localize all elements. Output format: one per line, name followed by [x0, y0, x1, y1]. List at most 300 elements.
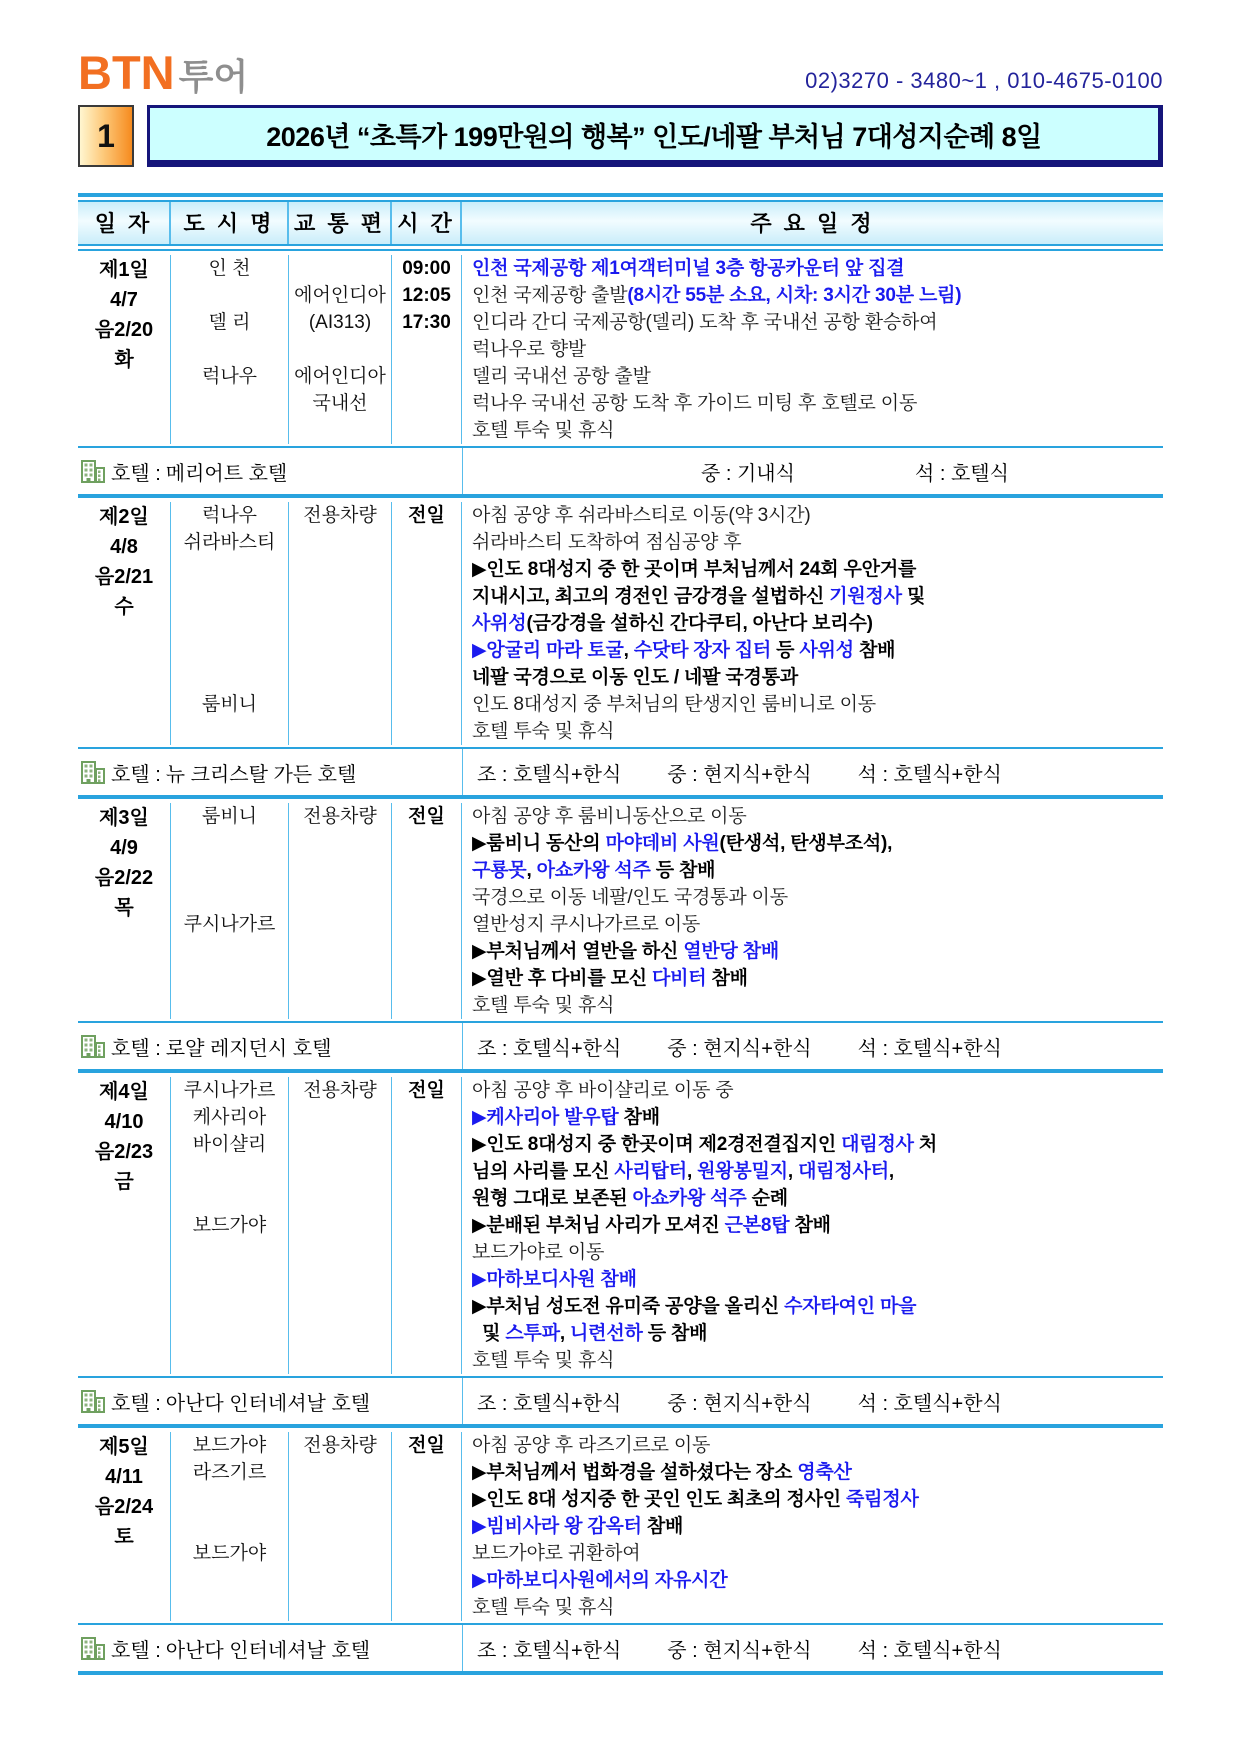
city-line [171, 1239, 288, 1266]
time-line [392, 336, 461, 363]
transport-line: 에어인디아 [294, 285, 386, 306]
text-segment: 영축산 [797, 1462, 852, 1483]
text-segment: 다비터 [651, 968, 707, 989]
city-line [171, 1486, 288, 1513]
schedule-line [462, 282, 1163, 309]
transport-line [289, 1185, 391, 1212]
date-line: 제2일 [99, 506, 149, 528]
hotel-info [78, 448, 462, 494]
transport-line: 국내선 [312, 393, 368, 414]
schedule-line [462, 664, 1163, 691]
transport-line: (AI313) [308, 312, 372, 333]
hotel-building-icon [80, 1635, 106, 1661]
city-cell [171, 1432, 289, 1621]
transport-line [289, 938, 391, 965]
time-line: 전일 [408, 1080, 445, 1101]
city-line [171, 1594, 288, 1621]
transport-line [289, 529, 391, 556]
city-line [171, 390, 288, 417]
hotel-building-icon [80, 1388, 106, 1414]
text-segment: ▶부처님 성도전 유미죽 공양을 올리신 [472, 1296, 785, 1317]
city-line [171, 1266, 288, 1293]
transport-line [289, 1594, 391, 1621]
city-line: 라즈기르 [192, 1462, 267, 1483]
text-segment: , [526, 860, 537, 881]
date-line: 토 [114, 1526, 134, 1548]
city-line [171, 1347, 288, 1374]
city-line: 케사리아 [192, 1107, 267, 1128]
time-line: 전일 [408, 806, 445, 827]
text-segment: 인천 국제공항 출발 [472, 285, 628, 306]
transport-line [289, 1459, 391, 1486]
city-line: 쉬라바스티 [183, 532, 276, 553]
text-segment: 아침 공양 후 룸비니동산으로 이동 [472, 806, 747, 827]
hotel-name: 메리어트 호텔 [165, 462, 288, 485]
time-line [392, 1104, 461, 1131]
date-line: 제1일 [99, 259, 149, 281]
schedule-line [462, 1567, 1163, 1594]
text-segment: 아침 공양 후 라즈기르로 이동 [472, 1435, 711, 1456]
text-segment: 참배 [618, 1107, 660, 1128]
hotel-name: 아난다 인터네셔날 호텔 [165, 1392, 371, 1415]
city-line [171, 884, 288, 911]
text-segment: , [559, 1323, 571, 1344]
schedule-line [462, 1320, 1163, 1347]
schedule-line [462, 1104, 1163, 1131]
date-cell [78, 1432, 171, 1621]
time-line [392, 857, 461, 884]
schedule-line [462, 1212, 1163, 1239]
time-line [392, 363, 461, 390]
time-line [392, 911, 461, 938]
meal-item: 조 : 호텔식+한식 [477, 1037, 622, 1060]
text-segment: 수자타여인 마을 [784, 1296, 917, 1317]
transport-cell [289, 1432, 392, 1621]
schedule-line [462, 857, 1163, 884]
time-cell [392, 502, 462, 745]
city-line [171, 1185, 288, 1212]
city-line: 보드가야 [192, 1435, 267, 1456]
meal-info [462, 448, 1163, 494]
time-cell [392, 255, 462, 444]
schedule-line [462, 1266, 1163, 1293]
schedule-cell [462, 255, 1163, 444]
transport-line: 전용차량 [303, 505, 377, 526]
text-segment: ▶부처님께서 열반을 하신 [472, 941, 684, 962]
schedule-line [462, 911, 1163, 938]
transport-line [289, 1158, 391, 1185]
city-line [171, 1158, 288, 1185]
transport-line [289, 610, 391, 637]
meal-info [462, 1625, 1163, 1671]
hotel-info [78, 1625, 462, 1671]
transport-line [289, 1513, 391, 1540]
city-line [171, 992, 288, 1019]
schedule-line [462, 1239, 1163, 1266]
schedule-line [462, 1513, 1163, 1540]
transport-line [289, 857, 391, 884]
meal-item: 석 : 호텔식+한식 [857, 763, 1002, 786]
hotel-label: 호텔 : [111, 462, 161, 485]
time-line [392, 1131, 461, 1158]
transport-cell [289, 255, 392, 444]
time-line [392, 1266, 461, 1293]
time-line [392, 390, 461, 417]
schedule-line [462, 1594, 1163, 1621]
time-line [392, 1513, 461, 1540]
text-segment: , [888, 1161, 894, 1182]
time-cell [392, 1077, 462, 1374]
text-segment: 아침 공양 후 바이샬리로 이동 중 [472, 1080, 734, 1101]
date-line: 제5일 [99, 1436, 149, 1458]
city-line [171, 664, 288, 691]
text-segment: 네팔 국경으로 이동 인도 / 네팔 국경통과 [472, 667, 799, 688]
logo-btn-text: BTN [78, 46, 175, 99]
meal-item: 석 : 호텔식+한식 [857, 1392, 1002, 1415]
city-cell [171, 255, 289, 444]
hotel-label: 호텔 : [111, 763, 161, 786]
text-segment: 사리탑터 [614, 1161, 687, 1182]
text-segment: 사위성 [799, 640, 854, 661]
city-line: 보드가야 [192, 1543, 267, 1564]
hotel-name: 뉴 크리스탈 가든 호텔 [165, 763, 357, 786]
hotel-row-2 [78, 749, 1163, 795]
section-bottom-rule [78, 1671, 1163, 1675]
text-segment: 참배 [853, 640, 896, 661]
time-line [392, 529, 461, 556]
text-segment: 참배 [641, 1516, 684, 1537]
time-line [392, 556, 461, 583]
date-line: 음2/20 [94, 319, 154, 341]
transport-line [289, 830, 391, 857]
time-line [392, 1293, 461, 1320]
time-line: 전일 [408, 505, 445, 526]
text-segment: 대림정사 [841, 1134, 914, 1155]
transport-line [289, 884, 391, 911]
time-line [392, 664, 461, 691]
city-line [171, 830, 288, 857]
text-segment: 인디라 간디 국제공항(델리) 도착 후 국내선 공항 환승하여 [472, 312, 938, 333]
table-header-row [78, 202, 1163, 244]
transport-line [289, 664, 391, 691]
date-line: 음2/22 [94, 867, 154, 889]
meal-item: 조 : 호텔식+한식 [477, 1639, 622, 1662]
time-line [392, 1347, 461, 1374]
transport-line [289, 417, 391, 444]
date-cell [78, 1077, 171, 1374]
city-line [171, 1320, 288, 1347]
time-line: 17:30 [402, 312, 451, 333]
schedule-line [462, 1540, 1163, 1567]
city-line [171, 417, 288, 444]
date-cell [78, 255, 171, 444]
transport-line [289, 1293, 391, 1320]
transport-line [289, 336, 391, 363]
meal-item: 중 : 현지식+한식 [667, 1037, 812, 1060]
time-line: 09:00 [402, 258, 451, 279]
text-segment: ▶룸비니 동산의 [472, 833, 606, 854]
transport-cell [289, 803, 392, 1019]
text-segment: ▶분배된 부처님 사리가 모셔진 [472, 1215, 725, 1236]
transport-line [289, 1104, 391, 1131]
schedule-line [462, 718, 1163, 745]
transport-line [289, 1320, 391, 1347]
city-cell [171, 803, 289, 1019]
schedule-line [462, 1077, 1163, 1104]
text-segment: 순례 [746, 1188, 788, 1209]
text-segment: 등 참배 [642, 1323, 708, 1344]
city-line [171, 637, 288, 664]
text-segment: 스투파 [505, 1323, 560, 1344]
tour-title: 2026년 “초특가 199만원의 행복” 인도/네팔 부처님 7대성지순례 8일 [147, 105, 1163, 167]
time-line [392, 1212, 461, 1239]
city-line [171, 583, 288, 610]
time-line [392, 1320, 461, 1347]
meal-item: 조 : 호텔식+한식 [477, 763, 622, 786]
city-line: 럭나우 [201, 505, 258, 526]
city-cell [171, 1077, 289, 1374]
time-line [392, 691, 461, 718]
text-segment: , [686, 1161, 698, 1182]
meal-item: 석 : 호텔식+한식 [857, 1037, 1002, 1060]
text-segment: 원왕봉밀지 [697, 1161, 788, 1182]
time-line [392, 583, 461, 610]
transport-line [289, 1239, 391, 1266]
transport-line: 에어인디아 [294, 366, 386, 387]
time-line [392, 1459, 461, 1486]
schedule-line [462, 965, 1163, 992]
text-segment: ▶마하보디사원 참배 [472, 1269, 637, 1290]
text-segment: 죽림정사 [846, 1489, 919, 1510]
hotel-info [78, 749, 462, 795]
text-segment: 구룡못 [472, 860, 527, 881]
time-line [392, 1158, 461, 1185]
city-line [171, 282, 288, 309]
time-line [392, 718, 461, 745]
date-line: 음2/21 [94, 566, 154, 588]
text-segment: 호텔 투숙 및 휴식 [472, 995, 615, 1016]
city-cell [171, 502, 289, 745]
city-line: 인 천 [208, 258, 251, 279]
text-segment: 호텔 투숙 및 휴식 [472, 1350, 615, 1371]
text-segment: 럭나우 국내선 공항 도착 후 가이드 미팅 후 호텔로 이동 [472, 393, 918, 414]
text-segment: 근본8탑 [724, 1215, 790, 1236]
text-segment: 국경으로 이동 네팔/인도 국경통과 이동 [472, 887, 788, 908]
time-line [392, 1567, 461, 1594]
day-row-2 [78, 498, 1163, 747]
meal-info [462, 1378, 1163, 1424]
date-line: 4/8 [110, 536, 138, 558]
logo-suffix-text: 투어 [178, 56, 249, 98]
transport-line [289, 1347, 391, 1374]
text-segment: ▶부처님께서 법화경을 설하셨다는 장소 [472, 1462, 798, 1483]
text-segment: (금강경을 설하신 간다쿠티, 아난다 보리수) [526, 613, 873, 634]
meal-item: 석 : 호텔식 [914, 462, 1009, 485]
column-header-4: 주 요 일 정 [750, 211, 875, 236]
schedule-line [462, 637, 1163, 664]
schedule-line [462, 691, 1163, 718]
transport-line [289, 1567, 391, 1594]
text-segment: 보드가야로 이동 [472, 1242, 605, 1263]
time-line [392, 938, 461, 965]
time-line [392, 1185, 461, 1212]
time-line [392, 637, 461, 664]
transport-line [289, 637, 391, 664]
date-line: 목 [114, 897, 134, 919]
text-segment: 등 [771, 640, 800, 661]
hotel-row-4 [78, 1378, 1163, 1424]
date-line: 제3일 [99, 807, 149, 829]
text-segment: 기원정사 [829, 586, 902, 607]
transport-line: 전용차량 [303, 806, 377, 827]
itinerary-table [78, 193, 1163, 1675]
text-segment: ▶인도 8대성지 중 한 곳이며 부처님께서 24회 우안거를 [472, 559, 917, 580]
time-line [392, 1486, 461, 1513]
schedule-line [462, 1459, 1163, 1486]
date-line: 음2/24 [94, 1496, 154, 1518]
transport-line [289, 992, 391, 1019]
text-segment: 열반성지 쿠시나가르로 이동 [472, 914, 701, 935]
date-line: 수 [114, 596, 134, 618]
date-line: 화 [114, 349, 134, 371]
text-segment: 원형 그대로 보존된 [472, 1188, 633, 1209]
city-line [171, 556, 288, 583]
schedule-line [462, 502, 1163, 529]
text-segment: 호텔 투숙 및 휴식 [472, 420, 615, 441]
transport-line [289, 255, 391, 282]
schedule-line [462, 884, 1163, 911]
city-line [171, 610, 288, 637]
schedule-line [462, 610, 1163, 637]
hotel-label: 호텔 : [111, 1639, 161, 1662]
transport-line [289, 1266, 391, 1293]
city-line [171, 857, 288, 884]
text-segment: ▶케사리아 발우탑 [472, 1107, 619, 1128]
city-line [171, 965, 288, 992]
schedule-line [462, 830, 1163, 857]
text-segment: 참배 [706, 968, 748, 989]
meal-item: 중 : 현지식+한식 [667, 1392, 812, 1415]
date-line: 금 [114, 1171, 134, 1193]
hotel-label: 호텔 : [111, 1037, 161, 1060]
time-line [392, 417, 461, 444]
text-segment: ▶마하보디사원에서의 자유시간 [472, 1570, 728, 1591]
schedule-line [462, 363, 1163, 390]
text-segment: (탄생석, 탄생부조석), [719, 833, 893, 854]
text-segment: (8시간 55분 소요, 시차: 3시간 30분 느림) [627, 285, 962, 306]
transport-line [289, 965, 391, 992]
meal-info [462, 1023, 1163, 1069]
city-line [171, 1513, 288, 1540]
schedule-line [462, 1486, 1163, 1513]
schedule-line [462, 556, 1163, 583]
column-header-2: 교 통 편 [289, 202, 392, 244]
schedule-cell [462, 1077, 1163, 1374]
date-line: 4/11 [105, 1466, 143, 1488]
hotel-row-1 [78, 448, 1163, 494]
table-top-rule [78, 193, 1163, 202]
text-segment: 님의 사리를 모신 [472, 1161, 615, 1182]
transport-line [289, 1212, 391, 1239]
schedule-cell [462, 1432, 1163, 1621]
hotel-row-5 [78, 1625, 1163, 1671]
date-line: 4/10 [104, 1111, 144, 1133]
city-line: 럭나우 [201, 366, 258, 387]
text-segment: , [623, 640, 634, 661]
text-segment: ▶인도 8대성지 중 한곳이며 제2경전결집지인 [472, 1134, 842, 1155]
transport-line [289, 911, 391, 938]
text-segment: ▶열반 후 다비를 모신 [472, 968, 652, 989]
time-line: 12:05 [402, 285, 451, 306]
header-bottom-rule [78, 244, 1163, 251]
transport-line [289, 1540, 391, 1567]
transport-line: 전용차량 [303, 1080, 377, 1101]
meal-item: 중 : 현지식+한식 [667, 1639, 812, 1662]
day-row-1 [78, 251, 1163, 446]
text-segment: 인천 국제공항 제1여객터미널 3층 항공카운터 앞 집결 [472, 258, 905, 279]
time-cell [392, 1432, 462, 1621]
date-line: 4/7 [110, 289, 138, 311]
hotel-building-icon [80, 458, 106, 484]
hotel-label: 호텔 : [111, 1392, 161, 1415]
text-segment: 대림정사터 [798, 1161, 889, 1182]
day-row-4 [78, 1073, 1163, 1376]
transport-cell [289, 502, 392, 745]
city-line: 보드가야 [192, 1215, 267, 1236]
text-segment: 사위성 [472, 613, 527, 634]
schedule-cell [462, 803, 1163, 1019]
text-segment: 및 [472, 1323, 506, 1344]
city-line: 쿠시나가르 [183, 1080, 276, 1101]
text-segment: 호텔 투숙 및 휴식 [472, 721, 615, 742]
schedule-line [462, 1293, 1163, 1320]
schedule-line [462, 309, 1163, 336]
date-cell [78, 502, 171, 745]
time-line [392, 1594, 461, 1621]
text-segment: 수닷타 장자 집터 [633, 640, 772, 661]
transport-line [289, 691, 391, 718]
city-line: 룸비니 [201, 806, 258, 827]
hotel-building-icon [80, 759, 106, 785]
meal-info [462, 749, 1163, 795]
transport-line [289, 556, 391, 583]
transport-line [289, 1486, 391, 1513]
transport-cell [289, 1077, 392, 1374]
hotel-name: 아난다 인터네셔날 호텔 [165, 1639, 371, 1662]
day-row-3 [78, 799, 1163, 1021]
transport-line [289, 718, 391, 745]
phone-number: 02)3270 - 3480~1 , 010-4675-0100 [805, 68, 1163, 93]
page-number-badge: 1 [78, 105, 134, 167]
time-cell [392, 803, 462, 1019]
title-bar [78, 105, 1163, 167]
schedule-line [462, 417, 1163, 444]
schedule-cell [462, 502, 1163, 745]
time-line [392, 1239, 461, 1266]
city-line [171, 718, 288, 745]
meal-item: 중 : 현지식+한식 [667, 763, 812, 786]
schedule-line [462, 390, 1163, 417]
time-line [392, 830, 461, 857]
time-line [392, 884, 461, 911]
text-segment: 아침 공양 후 쉬라바스티로 이동(약 3시간) [472, 505, 811, 526]
text-segment: 니련선하 [570, 1323, 643, 1344]
schedule-line [462, 1347, 1163, 1374]
text-segment: 열반당 참배 [683, 941, 780, 962]
hotel-info [78, 1023, 462, 1069]
text-segment: 참배 [789, 1215, 831, 1236]
text-segment: 등 참배 [650, 860, 716, 881]
